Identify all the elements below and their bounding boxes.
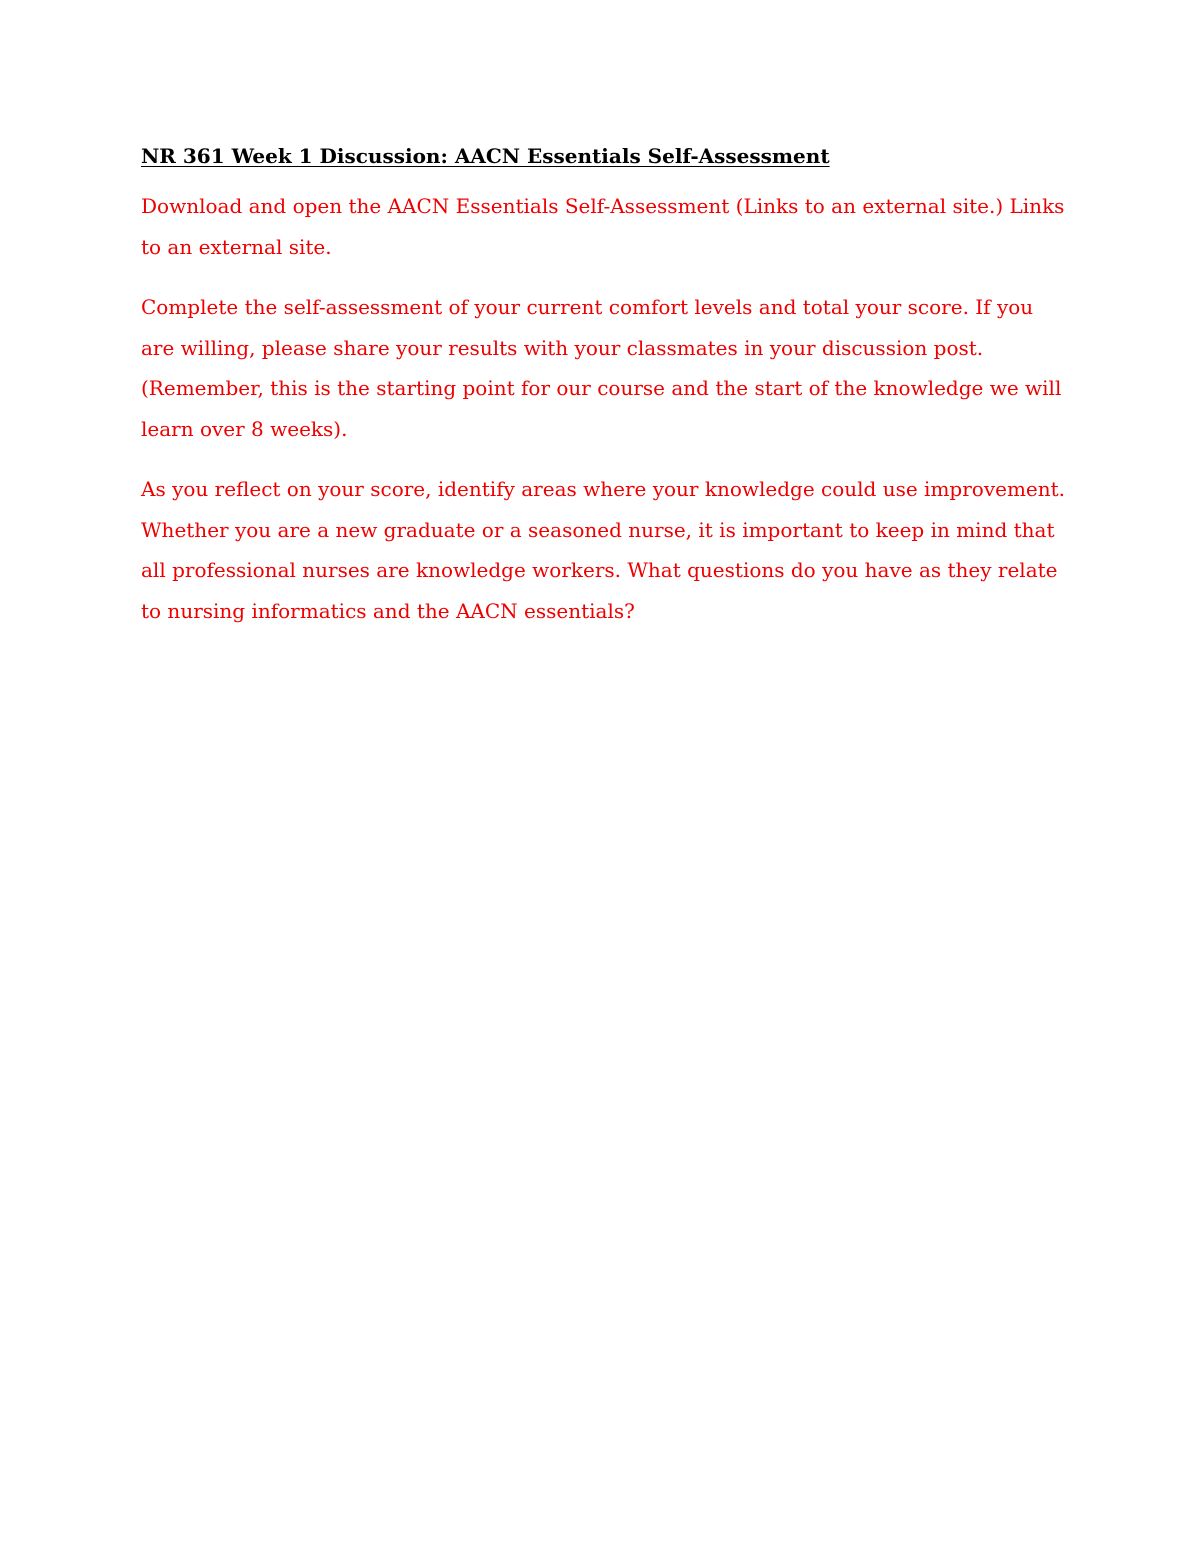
page-title: NR 361 Week 1 Discussion: AACN Essentials Self-Assessment — [141, 144, 830, 168]
instruction-paragraph-download: Download and open the AACN Essentials Self-Assessment (Links to an external site.) Links to an external site. — [141, 194, 1065, 259]
instruction-paragraph-complete: Complete the self-assessment of your current comfort levels and total your score. If you are willing, please share your results with your classmates in your discussion post. (Remember, this is the starting point for our course and the start of the knowledge we will learn over 8 weeks). — [141, 295, 1062, 441]
instruction-paragraph-reflect: As you reflect on your score, identify areas where your knowledge could use improvement. Whether you are a new graduate or a seasoned nurse, it is important to keep in mind that all professional nurses are knowledge workers. What questions do you have as they relate to nursing informatics and the AACN essentials? — [141, 477, 1066, 623]
document-body — [141, 140, 1066, 651]
